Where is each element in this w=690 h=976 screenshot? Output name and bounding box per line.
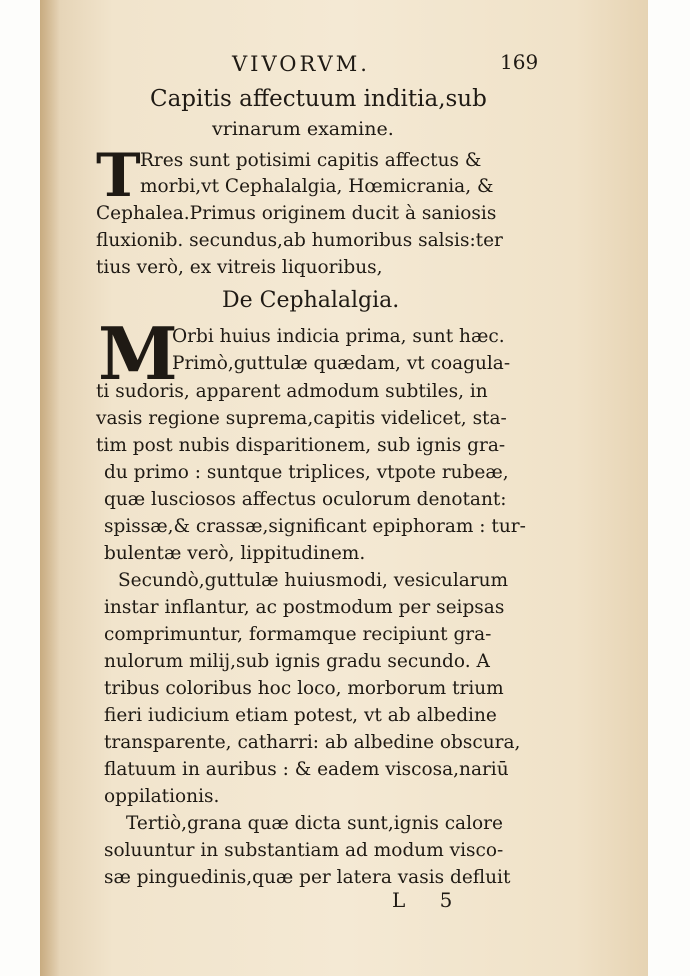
text-line: transparente, catharri: ab albedine obscura,: [104, 732, 521, 753]
text-line: fieri iudicium etiam potest, vt ab albedine: [104, 705, 497, 726]
text-line: quæ lusciosos affectus oculorum denotant:: [104, 489, 507, 510]
text-line: spissæ,& crassæ,significant epiphoram : tur-: [104, 516, 526, 537]
page-number: 169: [500, 50, 539, 74]
drop-capital-t: T: [96, 141, 141, 211]
drop-capital-m: M: [98, 311, 178, 396]
text-line: soluuntur in substantiam ad modum visco-: [104, 840, 504, 861]
text-line: bulentæ verò, lippitudinem.: [104, 543, 366, 564]
text-line: flatuum in auribus : & eadem viscosa,nariū: [104, 759, 509, 780]
binding-gutter: [40, 0, 60, 976]
text-line: instar inflantur, ac postmodum per seipsas: [104, 597, 505, 618]
section-subheading: vrinarum examine.: [212, 118, 394, 140]
text-line: tius verò, ex vitreis liquoribus,: [96, 257, 383, 278]
text-line: Cephalea.Primus originem ducit à saniosis: [96, 203, 497, 224]
text-line: sæ pinguedinis,quæ per latera vasis defluit: [104, 867, 511, 888]
text-line: Tertiò,grana quæ dicta sunt,ignis calore: [126, 813, 503, 834]
text-line: comprimuntur, formamque recipiunt gra-: [104, 624, 492, 645]
text-line: ti sudoris, apparent admodum subtiles, in: [96, 381, 488, 402]
text-line: Secundò,guttulæ huiusmodi, vesicularum: [118, 570, 509, 591]
text-line: Rres sunt potisimi capitis affectus &: [140, 150, 482, 171]
text-line: Primò,guttulæ quædam, vt coagula-: [172, 353, 511, 374]
running-head: VIVORVM.: [232, 52, 370, 76]
text-line: fluxionib. secundus,ab humoribus salsis:ter: [96, 230, 503, 251]
text-line: vasis regione suprema,capitis videlicet, sta-: [96, 408, 507, 429]
text-line: morbi,vt Cephalalgia, Hœmicrania, &: [140, 176, 494, 197]
text-line: tribus coloribus hoc loco, morborum trium: [104, 678, 504, 699]
text-line: du primo : suntque triplices, vtpote rubeæ,: [104, 462, 509, 483]
text-line: oppilationis.: [104, 786, 220, 807]
section-heading: Capitis affectuum inditia,sub: [150, 86, 487, 112]
signature-mark: L 5: [392, 888, 467, 912]
subsection-heading: De Cephalalgia.: [222, 288, 400, 313]
text-line: nulorum milij,sub ignis gradu secundo. A: [104, 651, 490, 672]
text-line: tim post nubis disparitionem, sub ignis gra-: [96, 435, 506, 456]
text-line: Orbi huius indicia prima, sunt hæc.: [172, 326, 505, 347]
